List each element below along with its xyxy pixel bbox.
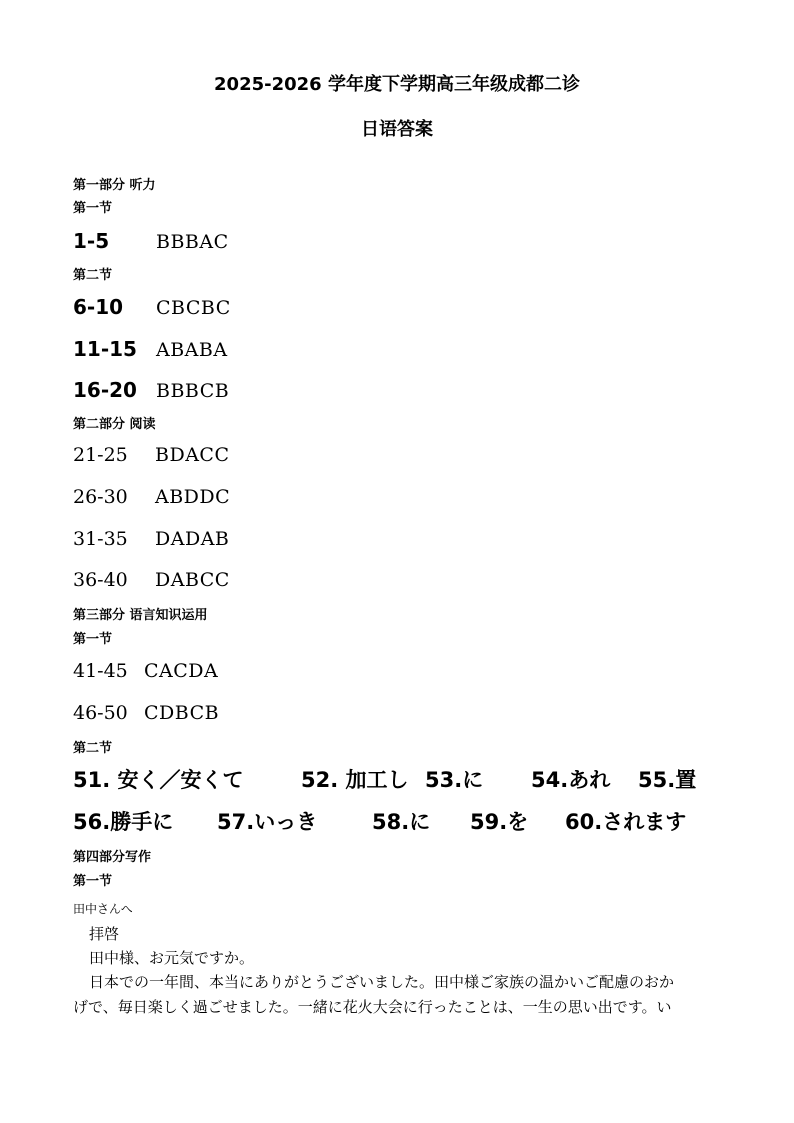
letter-line: 田中様、お元気ですか。 bbox=[89, 949, 255, 967]
fill-answer: 59.を bbox=[470, 810, 529, 834]
answer-letters: ABDDC bbox=[155, 486, 231, 508]
fill-answer: 56.勝手に bbox=[73, 810, 174, 834]
answer-row bbox=[73, 528, 229, 550]
fill-answer: 57.いっき bbox=[217, 810, 318, 834]
answer-range: 31-35 bbox=[73, 528, 128, 550]
page-title: 2025-2026 学年度下学期高三年级成都二诊 bbox=[214, 74, 580, 95]
answer-range: 26-30 bbox=[73, 486, 128, 508]
answer-range: 6-10 bbox=[73, 295, 124, 319]
fill-answer: 53.に bbox=[425, 768, 484, 792]
part4-heading: 第四部分写作 bbox=[73, 850, 152, 865]
answer-range: 41-45 bbox=[73, 660, 128, 682]
answer-row bbox=[73, 378, 229, 402]
answer-letters: CBCBC bbox=[156, 297, 231, 319]
answer-letters: CDBCB bbox=[144, 702, 220, 724]
fill-answer: 55.置 bbox=[638, 768, 697, 792]
fill-answers-row-2 bbox=[73, 806, 723, 836]
answer-row bbox=[73, 569, 230, 591]
answer-letters: BBBCB bbox=[156, 380, 230, 402]
answer-row bbox=[73, 229, 229, 253]
answer-letters: BDACC bbox=[155, 444, 230, 466]
letter-addressee: 田中さんへ bbox=[73, 902, 133, 916]
letter-line: 拝啓 bbox=[89, 925, 120, 943]
fill-answer: 54.あれ bbox=[531, 768, 611, 792]
answer-range: 16-20 bbox=[73, 378, 137, 402]
answer-range: 1-5 bbox=[73, 229, 110, 253]
letter-line: げで、毎日楽しく過ごせました。一緒に花火大会に行ったことは、一生の思い出です。い bbox=[73, 998, 672, 1016]
answer-row bbox=[73, 444, 230, 466]
answer-range: 46-50 bbox=[73, 702, 128, 724]
answer-letters: CACDA bbox=[144, 660, 219, 682]
answer-row bbox=[73, 295, 231, 319]
letter-line: 日本での一年間、本当にありがとうございました。田中様ご家族の温かいご配慮のおか bbox=[89, 973, 675, 991]
answer-row bbox=[73, 660, 218, 682]
answer-letters: DADAB bbox=[155, 528, 230, 550]
answer-range: 36-40 bbox=[73, 569, 128, 591]
answer-row bbox=[73, 486, 230, 508]
part3-section2-label: 第二节 bbox=[73, 741, 113, 756]
part2-heading: 第二部分 阅读 bbox=[73, 417, 156, 432]
part1-section1-label: 第一节 bbox=[73, 201, 113, 216]
answer-range: 11-15 bbox=[73, 337, 137, 361]
part3-heading: 第三部分 语言知识运用 bbox=[73, 608, 208, 623]
answer-letters: DABCC bbox=[155, 569, 230, 591]
answer-letters: BBBAC bbox=[156, 231, 229, 253]
part3-section1-label: 第一节 bbox=[73, 632, 113, 647]
part1-section2-label: 第二节 bbox=[73, 268, 113, 283]
fill-answer: 60.されます bbox=[565, 810, 687, 834]
page-subtitle: 日语答案 bbox=[361, 119, 433, 140]
fill-answer: 52. 加工し bbox=[301, 768, 409, 792]
fill-answer: 51. 安く／安くて bbox=[73, 768, 244, 792]
answer-row bbox=[73, 337, 228, 361]
part1-heading: 第一部分 听力 bbox=[73, 178, 156, 193]
answer-row bbox=[73, 702, 219, 724]
answer-range: 21-25 bbox=[73, 444, 128, 466]
fill-answers-row-1 bbox=[73, 764, 723, 794]
part4-section1-label: 第一节 bbox=[73, 874, 113, 889]
fill-answer: 58.に bbox=[372, 810, 431, 834]
answer-letters: ABABA bbox=[156, 339, 228, 361]
